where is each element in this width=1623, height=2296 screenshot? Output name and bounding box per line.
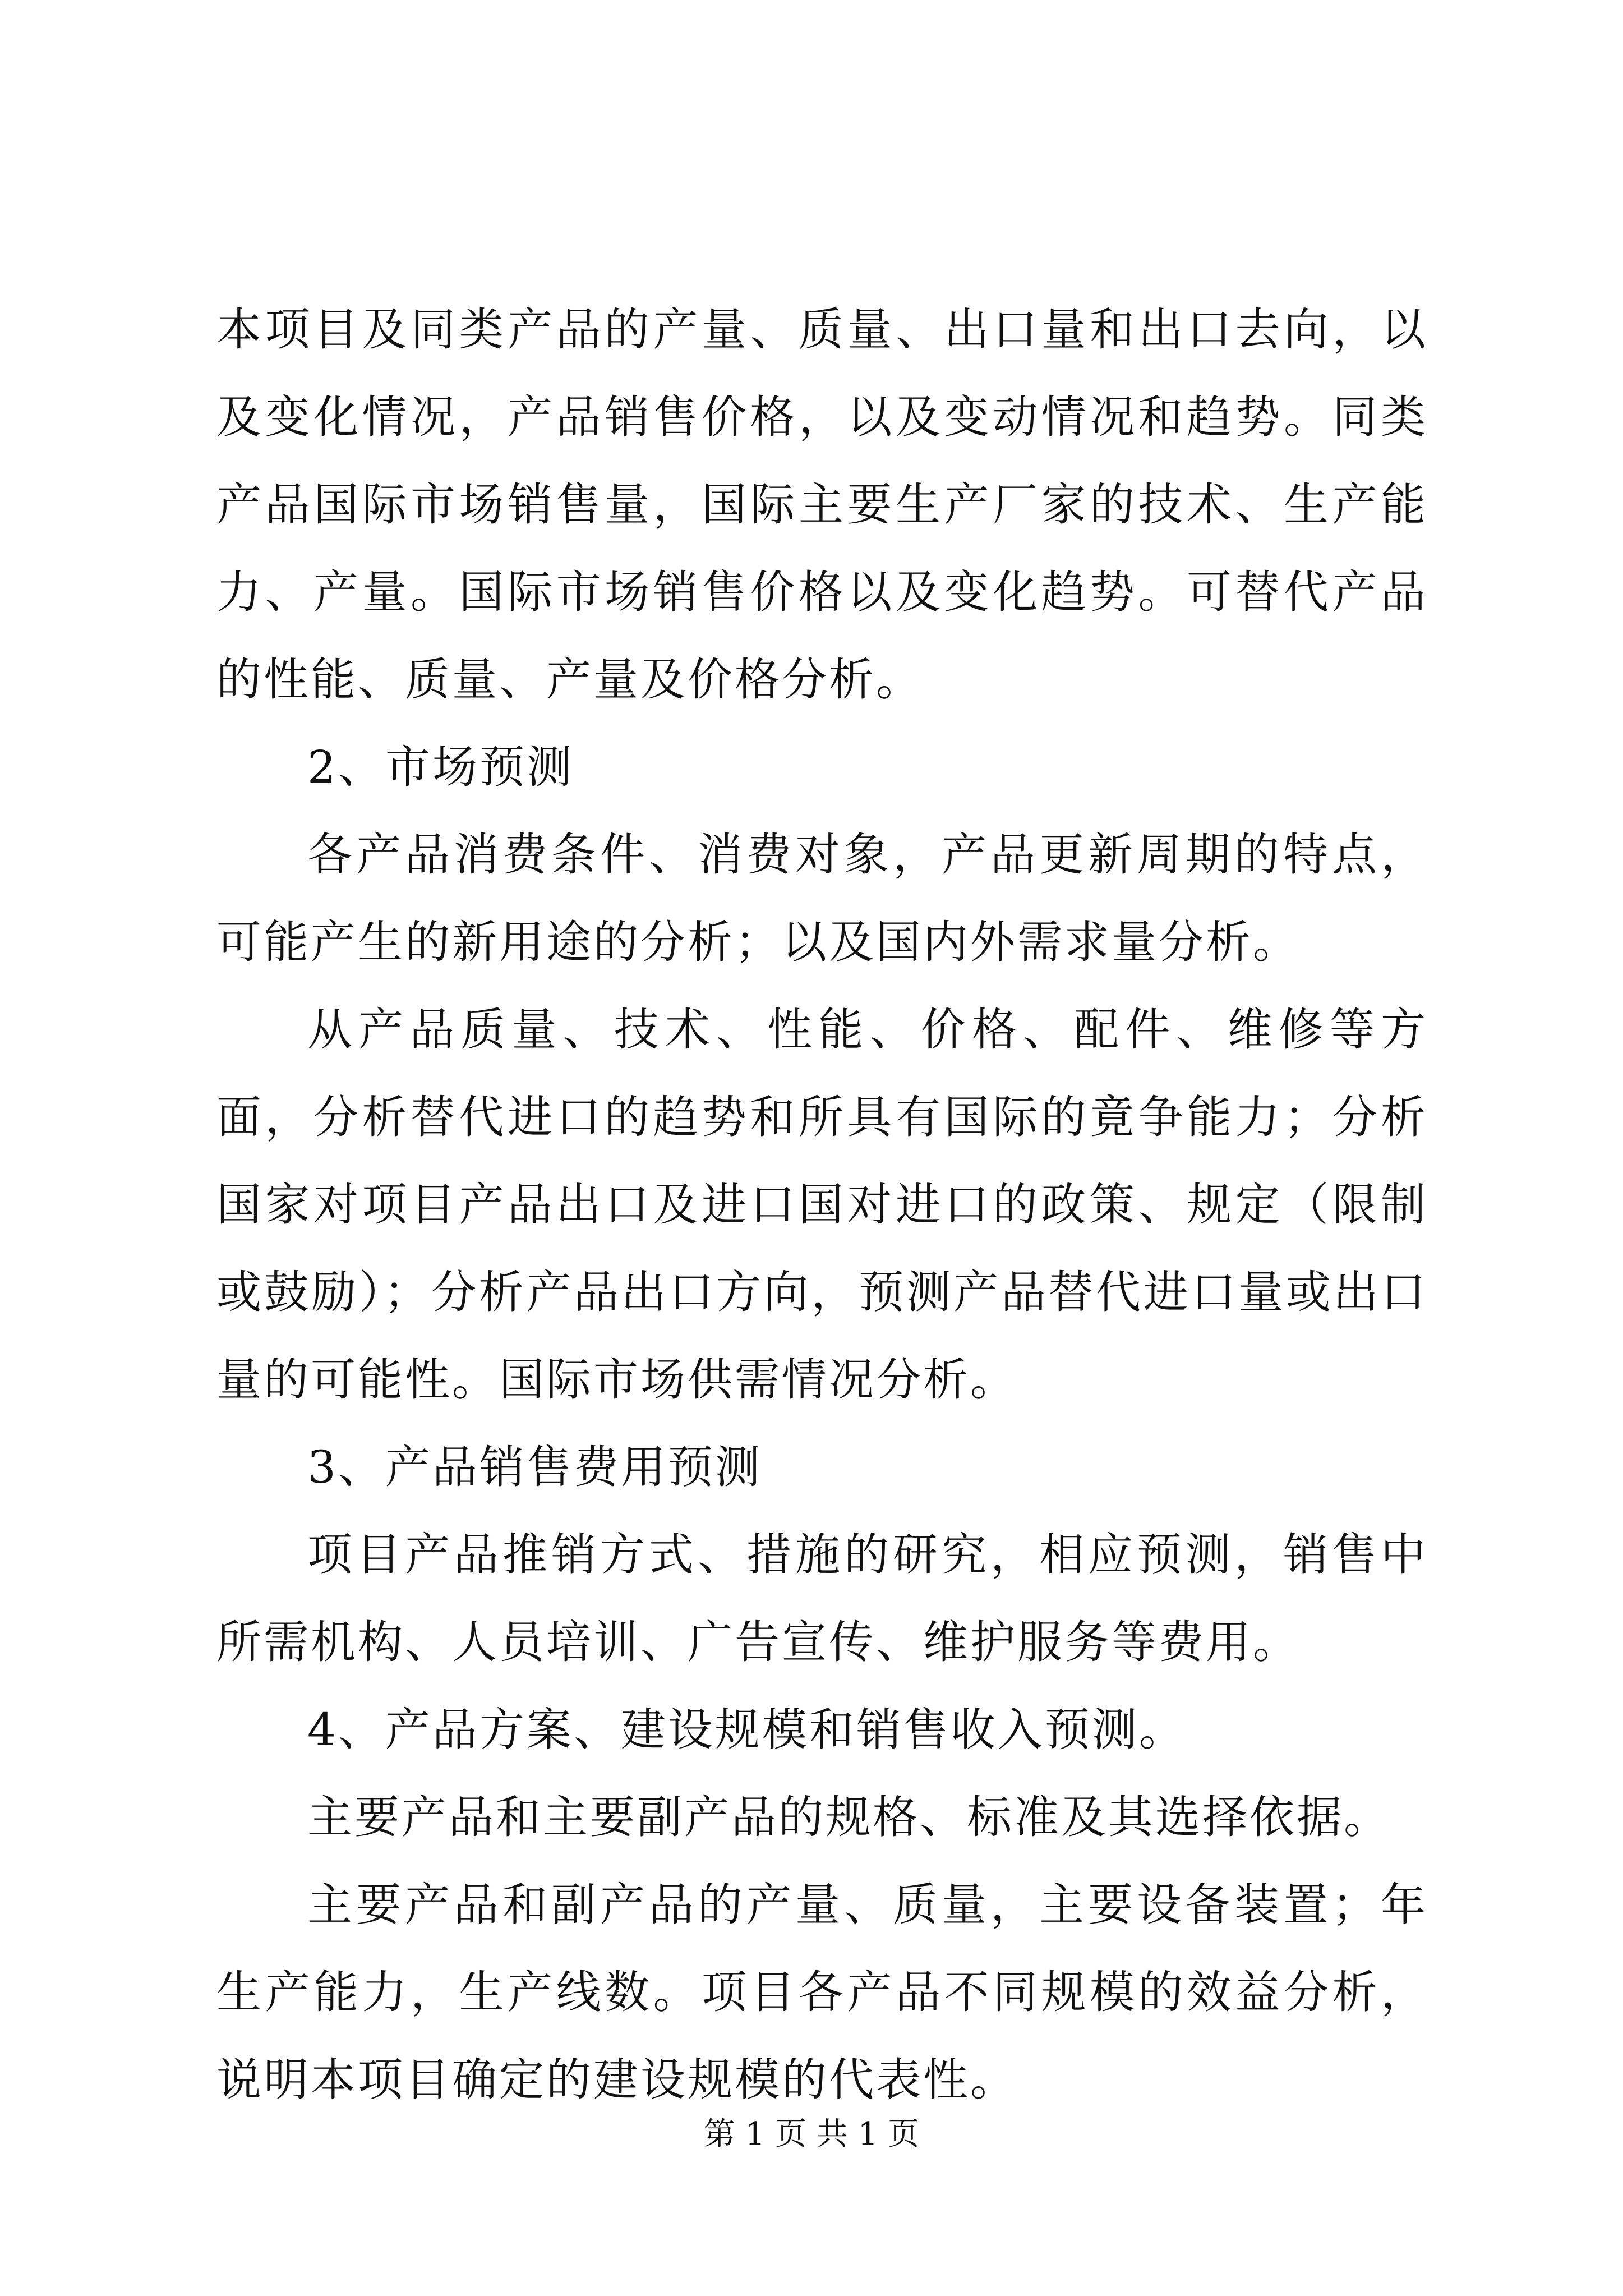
paragraph-2: 各产品消费条件、消费对象，产品更新周期的特点，可能产生的新用途的分析；以及国内外需求量分析。 bbox=[216, 829, 1428, 968]
section-heading-sales-cost-forecast: 3、产品销售费用预测 bbox=[307, 1441, 762, 1493]
paragraph-1: 本项目及同类产品的产量、质量、出口量和出口去向，以及变化情况，产品销售价格，以及变动情况和趋势。同类产品国际市场销售量，国际主要生产厂家的技术、生产能力、产量。国际市场销售价格以及变化趋势。可替代产品的性能、质量、产量及价格分析。 bbox=[216, 303, 1428, 706]
section-heading-market-forecast: 2、市场预测 bbox=[307, 741, 574, 793]
document-body bbox=[216, 286, 1428, 2124]
paragraph-3: 从产品质量、技术、性能、价格、配件、维修等方面，分析替代进口的趋势和所具有国际的竟争能力；分析国家对项目产品出口及进口国对进口的政策、规定（限制或鼓励）；分析产品出口方向，预测产品替代进口量或出口量的可能性。国际市场供需情况分析。 bbox=[216, 1004, 1428, 1406]
paragraph-6: 主要产品和副产品的产量、质量，主要设备装置；年生产能力，生产线数。项目各产品不同规模的效益分析，说明本项目确定的建设规模的代表性。 bbox=[216, 1879, 1428, 2106]
page-footer: 第 1 页 共 1 页 bbox=[703, 2116, 920, 2152]
paragraph-5: 主要产品和主要副产品的规格、标准及其选择依据。 bbox=[307, 1791, 1391, 1843]
paragraph-4: 项目产品推销方式、措施的研究，相应预测，销售中所需机构、人员培训、广告宣传、维护服务等费用。 bbox=[216, 1529, 1428, 1668]
section-heading-product-plan: 4、产品方案、建设规模和销售收入预测。 bbox=[307, 1704, 1186, 1756]
